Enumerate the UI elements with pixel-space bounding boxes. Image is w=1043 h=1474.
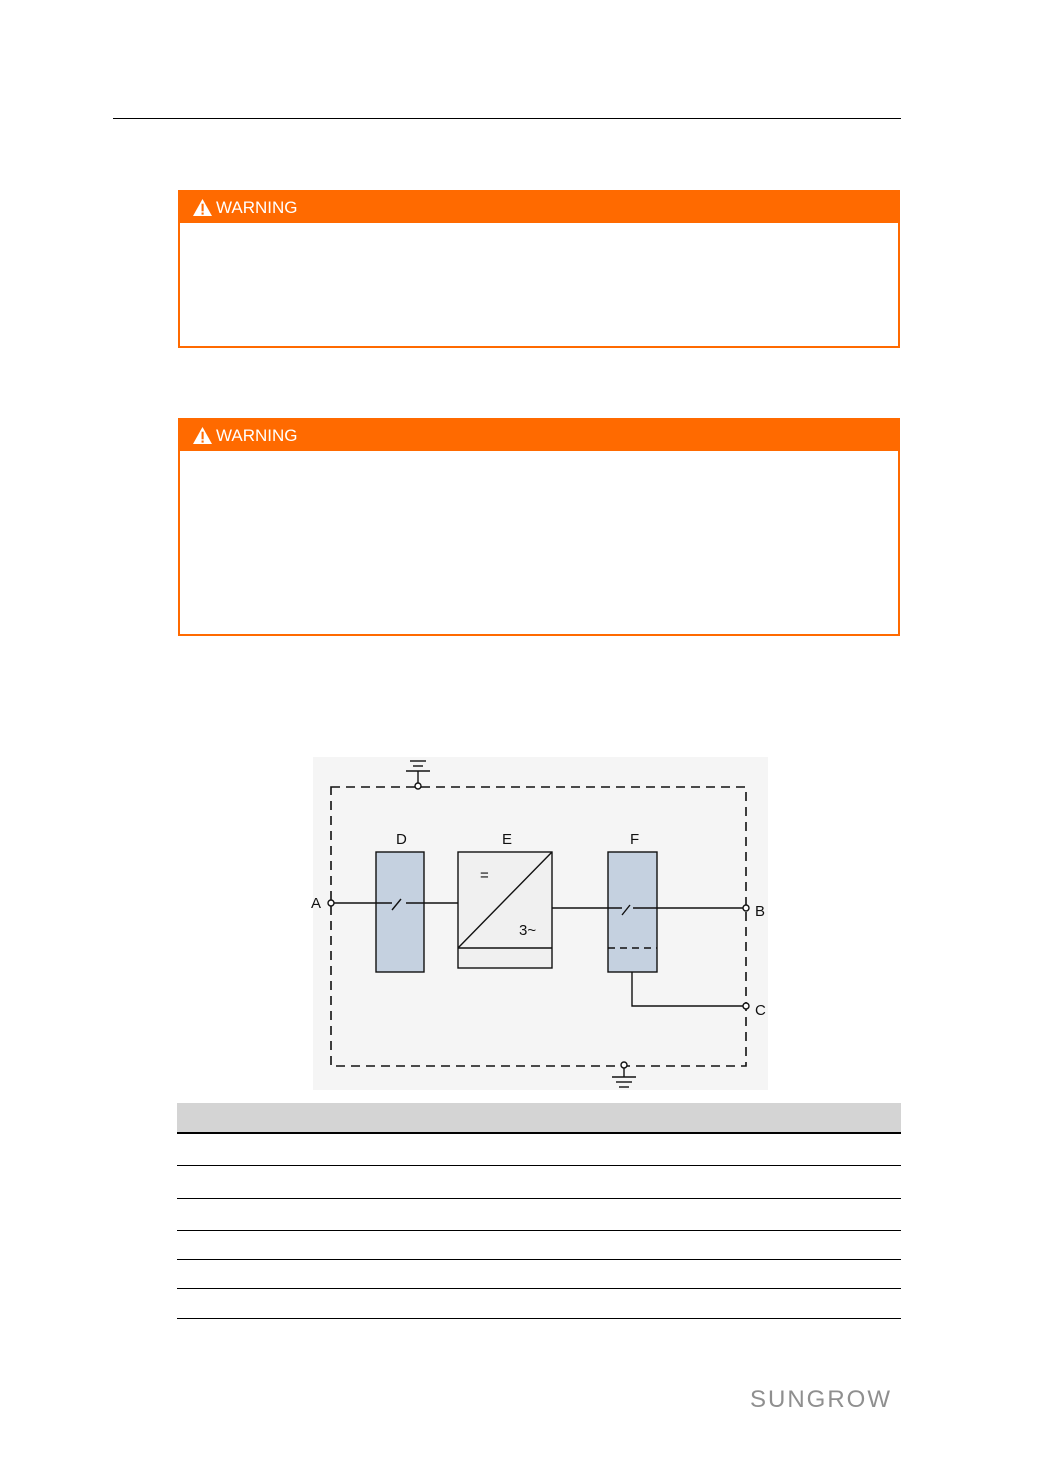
warning-title: WARNING bbox=[216, 197, 298, 217]
inverter-block-diagram bbox=[313, 757, 768, 1090]
legend-table bbox=[177, 1103, 901, 1319]
label-b: B bbox=[755, 903, 766, 920]
warning-box-1 bbox=[178, 190, 900, 348]
warning-box-2 bbox=[178, 418, 900, 636]
table-row bbox=[177, 1231, 901, 1260]
label-a: A bbox=[311, 895, 322, 912]
warning-header bbox=[180, 420, 898, 451]
warning-triangle-icon bbox=[192, 198, 213, 217]
table-row bbox=[177, 1166, 901, 1199]
dc-symbol: = bbox=[480, 867, 489, 884]
terminal-c bbox=[743, 1003, 749, 1009]
block-d bbox=[376, 852, 424, 972]
ac-symbol: 3~ bbox=[519, 922, 537, 939]
table-row bbox=[177, 1260, 901, 1289]
warning-header bbox=[180, 192, 898, 223]
table-row bbox=[177, 1134, 901, 1166]
warning-triangle-icon bbox=[192, 426, 213, 445]
block-e bbox=[458, 852, 552, 968]
table-header bbox=[177, 1103, 901, 1134]
terminal-a bbox=[328, 900, 334, 906]
table-row bbox=[177, 1289, 901, 1319]
svg-text:SUNGROW: SUNGROW bbox=[750, 1386, 892, 1413]
terminal-b bbox=[743, 905, 749, 911]
sungrow-logo bbox=[750, 1384, 902, 1412]
label-e: E bbox=[502, 831, 513, 848]
header-rule bbox=[113, 118, 901, 119]
table-row bbox=[177, 1199, 901, 1231]
warning-title: WARNING bbox=[216, 425, 298, 445]
block-f bbox=[608, 852, 657, 972]
label-f: F bbox=[630, 831, 640, 848]
label-d: D bbox=[396, 831, 407, 848]
label-c: C bbox=[755, 1002, 766, 1019]
